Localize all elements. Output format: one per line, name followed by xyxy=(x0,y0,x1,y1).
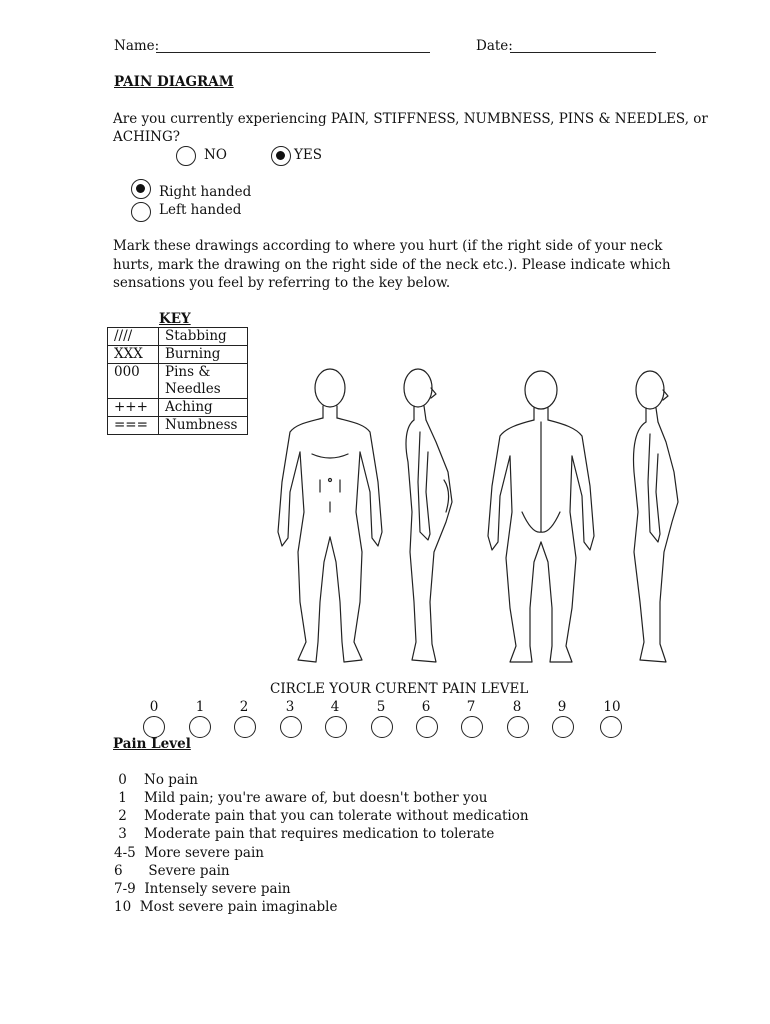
body-diagram[interactable] xyxy=(268,362,700,674)
pain-level-item: 0 No pain xyxy=(114,772,198,788)
pain-level-item: 6 Severe pain xyxy=(114,863,230,879)
key-row xyxy=(108,328,248,346)
pain-number: 7 xyxy=(466,699,476,715)
pain-number: 10 xyxy=(603,699,621,715)
pain-level-2-radio[interactable] xyxy=(234,716,256,738)
key-row xyxy=(108,399,248,417)
pain-level-item: 2 Moderate pain that you can tolerate without medication xyxy=(114,808,529,824)
pain-level-9-radio[interactable] xyxy=(552,716,574,738)
pain-number: 6 xyxy=(421,699,431,715)
instructions-line-3: sensations you feel by referring to the key below. xyxy=(113,275,451,291)
pain-number: 4 xyxy=(330,699,340,715)
left-handed-label: Left handed xyxy=(159,202,242,218)
key-title: KEY xyxy=(159,311,191,327)
key-symbol: //// xyxy=(108,328,159,346)
key-meaning: Aching xyxy=(159,399,248,417)
name-label: Name: xyxy=(114,38,160,54)
key-meaning: Pins & Needles xyxy=(159,364,248,399)
pain-number: 3 xyxy=(285,699,295,715)
instructions-line-1: Mark these drawings according to where you hurt (if the right side of your neck xyxy=(113,238,663,254)
yes-radio[interactable] xyxy=(271,146,291,166)
right-handed-radio[interactable] xyxy=(131,179,151,199)
pain-number: 5 xyxy=(376,699,386,715)
pain-level-10-radio[interactable] xyxy=(600,716,622,738)
key-row xyxy=(108,346,248,364)
pain-level-title: Pain Level xyxy=(113,736,191,752)
key-meaning: Burning xyxy=(159,346,248,364)
pain-level-item: 1 Mild pain; you're aware of, but doesn't bother you xyxy=(114,790,488,806)
pain-number: 0 xyxy=(149,699,159,715)
key-meaning: Stabbing xyxy=(159,328,248,346)
pain-level-4-radio[interactable] xyxy=(325,716,347,738)
pain-level-item: 10 Most severe pain imaginable xyxy=(114,899,338,915)
body-back-figure[interactable] xyxy=(488,371,594,662)
key-symbol: 000 xyxy=(108,364,159,399)
pain-level-0-radio[interactable] xyxy=(143,716,165,738)
date-label: Date: xyxy=(476,38,513,54)
pain-level-1-radio[interactable] xyxy=(189,716,211,738)
key-symbol: +++ xyxy=(108,399,159,417)
left-handed-radio[interactable] xyxy=(131,202,151,222)
no-radio[interactable] xyxy=(176,146,196,166)
pain-level-5-radio[interactable] xyxy=(371,716,393,738)
body-side-left-figure[interactable] xyxy=(634,371,679,662)
key-row xyxy=(108,417,248,435)
body-side-right-figure[interactable] xyxy=(404,369,452,662)
instructions-line-2: hurts, mark the drawing on the right side of the neck etc.). Please indicate which xyxy=(113,257,671,273)
page-title: PAIN DIAGRAM xyxy=(114,74,234,90)
pain-number: 8 xyxy=(512,699,522,715)
no-label: NO xyxy=(204,147,227,163)
pain-level-item: 3 Moderate pain that requires medication to tolerate xyxy=(114,826,495,842)
pain-number: 1 xyxy=(195,699,205,715)
right-handed-label: Right handed xyxy=(159,184,252,200)
pain-level-6-radio[interactable] xyxy=(416,716,438,738)
pain-level-8-radio[interactable] xyxy=(507,716,529,738)
pain-level-3-radio[interactable] xyxy=(280,716,302,738)
question-line-2: ACHING? xyxy=(113,129,181,145)
pain-level-7-radio[interactable] xyxy=(461,716,483,738)
key-meaning: Numbness xyxy=(159,417,248,435)
date-field[interactable] xyxy=(510,52,656,53)
yes-label: YES xyxy=(294,147,323,163)
pain-number: 2 xyxy=(239,699,249,715)
question-line-1: Are you currently experiencing PAIN, STIFFNESS, NUMBNESS, PINS & NEEDLES, or xyxy=(113,111,708,127)
pain-level-item: 7-9 Intensely severe pain xyxy=(114,881,291,897)
key-symbol: XXX xyxy=(108,346,159,364)
body-front-figure[interactable] xyxy=(278,369,382,662)
pain-scale-heading: CIRCLE YOUR CURENT PAIN LEVEL xyxy=(270,681,529,697)
key-symbol: === xyxy=(108,417,159,435)
key-row xyxy=(108,364,248,399)
pain-level-item: 4-5 More severe pain xyxy=(114,845,264,861)
key-table xyxy=(107,327,248,435)
name-field[interactable] xyxy=(156,52,430,53)
pain-number: 9 xyxy=(557,699,567,715)
